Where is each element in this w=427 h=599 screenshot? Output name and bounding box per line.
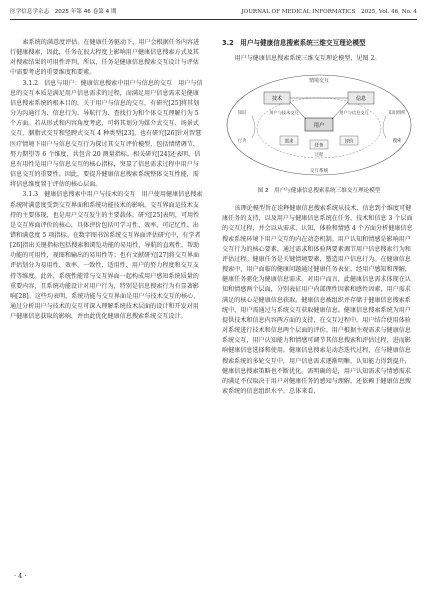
- left-arrow: [252, 116, 255, 138]
- task-label: 任务: [314, 143, 324, 149]
- label-user-info: 用户与信息交互: [339, 110, 369, 116]
- process-label: 过程: [314, 153, 324, 159]
- page-number: · 4 ·: [14, 572, 27, 580]
- eval-label: 评价: [344, 139, 354, 145]
- paragraph: 3.1.3 健康信息搜索中用户与技术的交互 用户使用健康信息搜索系统时满意度受到交互界面和系统功能技术的影响。交互界面是技术支持的主要体现，也是用户交互发生的主要载体。研究[25]表明，可用性是交互界面评价的核心，具体评价包括可学习性、效率、可记忆性、出错和满意度 5 项指标。在数字图书馆系统交互界面评估研究中，有学者[26]指出关键指标包括搜索和浏览功能的易用性，导航的直观性，帮助功能的可用性，视图和输出的易用性等；也有文献研究[27]将交互界面评估划分为易用性、效率、一致性、适用性、用户的努力程度和交互支持等维度。此外，系统性能常与交互界面一起构成用户感知系统质量的重要内容，且系统功能设计对用户行为，特别是信息搜索行为有显著影响[28]。这些均表明，系统功能与交互界面是用户与技术交互的核心，通过分析用户与技术的交互可深入理解系统技术层面的设计和开发对用户健康信息获取的影响，并由此优化健康信息搜索系统交互设计。: [10, 191, 203, 321]
- journal-title-en: JOURNAL OF MEDICAL INFORMATICS 2025, Vol. 46, No. 4: [241, 9, 417, 15]
- journal-title-cn: 医学信息学杂志 2025 年第 46 卷第 4 期: [10, 9, 117, 15]
- info-box-label: 信息: [355, 96, 367, 103]
- figure-caption: 图 2 用户与健康信息搜索系统三维交互理论模型: [257, 188, 381, 195]
- figure-model-diagram: [222, 68, 416, 182]
- left-bottom-label: 行为: [237, 139, 247, 145]
- tech-box-label: 技术: [271, 96, 283, 103]
- right-bottom-label: 搜索: [392, 139, 402, 145]
- label-user-tech: 用户与技术交互: [269, 110, 299, 116]
- running-header: [10, 7, 417, 17]
- section-heading: 3.2 用户与健康信息搜索系统三维交互理论模型: [222, 39, 366, 47]
- left-top-label: 知识: [237, 111, 247, 117]
- paragraph: 该理论模型旨在诠释健康信息搜索系统从技术、信息到个维度可健康任务的支持，以及用户与健康信息系统在任务、技术和信息 3 个层面的交互过程，并会以从需求、认知、体验和情感 4 个方面分析健康信息搜索系统环境下用户交互的内在动态机制。用户认知和情感是影响用户交互行为的核心要素，通过需求和体验两要素调节用户信息搜索行为和评估过程。健康任务是关键情境要素，塑造用户信息行为。在健康信息搜索中，用户面临的健康问题通过健康任务表征，经用户感知和理解，健康任务驱化为健康信息需求。对用户而言，此健康信息需求体现在认知和情感两个层面，分别表征用户内部理性因素和感性因素，用户需求满足的核心是健康信息获取。健康信息被组织并存储于健康信息搜索系统中，用户需通过与系统交互获取健康信息。健康信息搜索系统为用户提供技术和信息内容两方面的支持，在交互过程中，用户结合使用体验对系统进行技术和信息两个层面的评价。用户根据主观需求与健康信息系统交互，用户认知能力和情感可调节其信息搜索和评估过程，进而影响健康信息选择和使用。健康信息搜索是动态迭代过程，在与健康信息搜索系统的多轮交互中，用户信息需求逐渐明晰，认知能力得到提升，健康信息搜索策略也不断优化。需明确的是，用户认知需求与情感需求的满足不仅取决于用户对健康任务的感知与理解，还依赖于健康信息搜索系统的信息组织水平。总体来看，: [222, 205, 413, 395]
- model-diagram: [222, 68, 416, 182]
- right-arrow: [383, 116, 386, 138]
- right-column: [222, 38, 416, 397]
- left-column: [10, 38, 204, 322]
- user-box-label: 用户: [313, 123, 325, 130]
- paragraph: 用户与健康信息搜索系统三维交互理论模型，见图 2。: [234, 55, 381, 62]
- label-top-arc: 情境交互: [308, 78, 330, 85]
- header-rule: [10, 19, 417, 20]
- paragraph: 索系统的满意度评估。在健康任务驱动下，用户会根据任务内容进行健康搜索，因此，任务在很大程度上影响用户健康信息搜索方式及其对搜索结果的可用性评判。所以，任务是健康信息搜索交互设计与评估中需要考虑的重要维度和要素。: [10, 39, 200, 77]
- need-label: 需求: [284, 139, 294, 145]
- bottom-label: 交互系统: [309, 169, 329, 175]
- right-top-label: 知识组织: [388, 111, 406, 117]
- paragraph: 3.1.2 信息与用户：健康信息搜索中用户与信息的交互 用户与信息的交互本质是满足用户信息需求的过程，而满足用户信息需求是健康信息搜索系统的根本目的。关于用户与信息的交互，有研究[25]将其划分为沟通行为、信息行为、导航行为、查找行为和个体交互理解行为 5 个方面。若从形式和内容角度考虑，可将其划分为媒介式交互、场景式交互、胭脂式交互和竖聘式交互 4 种类型[23]。也有研究[26]针对智慧医疗情境下用户与信息交互行为探讨其交互评价模型，包括情绪调节、努力期望等 6 个维度，共包含 20 测量指标。相关研究[24]还表明，信息有用性是用户与信息交互的核心指标，突显了信息需求过程中用户与信息交互的重要性。因此，要提升健康信息搜索系统整体交互性能，需将信息维度置于评估的核心层面。: [10, 79, 203, 189]
